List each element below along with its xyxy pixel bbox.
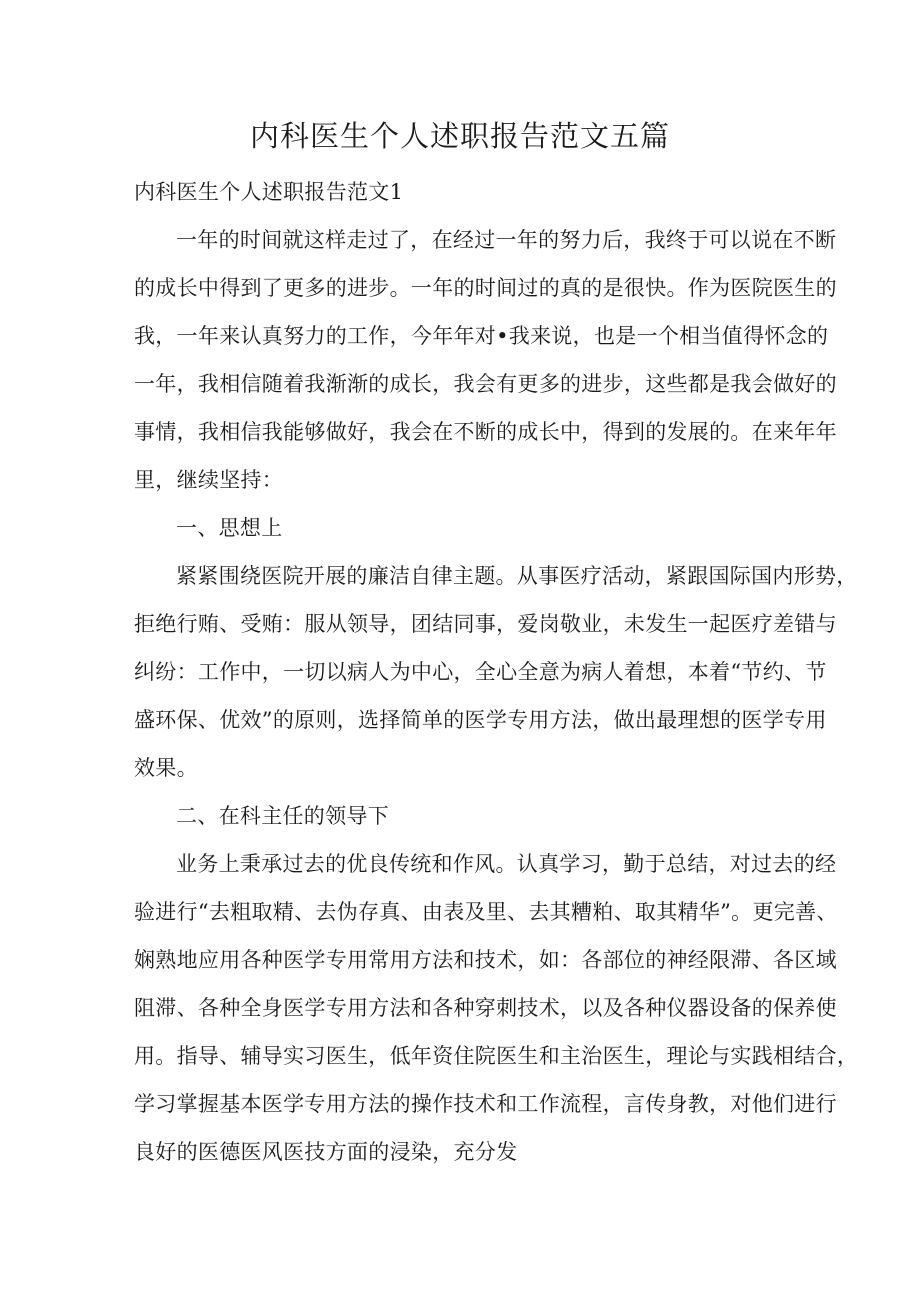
- document-title: 内科医生个人述职报告范文五篇: [249, 119, 670, 153]
- paragraph-line: 二、在科主任的领导下: [176, 804, 389, 828]
- paragraph-line: 纠纷：工作中，一切以病人为中心，全心全意为病人着想，本着“节约、节: [134, 660, 827, 684]
- paragraph-line: 拒绝行贿、受贿：服从领导，团结同事，爱岗敬业，未发生一起医疗差错与: [134, 612, 837, 636]
- paragraph-line: 紧紧围绕医院开展的廉洁自律主题。从事医疗活动，紧跟国际国内形势，: [176, 564, 858, 588]
- paragraph-line: 业务上秉承过去的优良传统和作风。认真学习，勤于总结，对过去的经: [176, 852, 837, 876]
- paragraph-line: 一、思想上: [176, 516, 283, 540]
- paragraph-line: 学习掌握基本医学专用方法的操作技术和工作流程，言传身教，对他们进行: [134, 1092, 837, 1116]
- paragraph-line: 我，一年来认真努力的工作，今年年对•我来说，也是一个相当值得怀念的: [134, 324, 829, 348]
- paragraph-line: 效果。: [134, 756, 198, 780]
- section-heading: 内科医生个人述职报告范文1: [134, 180, 404, 204]
- paragraph-line: 一年的时间就这样走过了，在经过一年的努力后，我终于可以说在不断: [176, 228, 837, 252]
- paragraph-line: 的成长中得到了更多的进步。一年的时间过的真的是很快。作为医院医生的: [134, 276, 837, 300]
- paragraph-line: 里，继续坚持：: [134, 468, 284, 492]
- paragraph-line: 验进行“去粗取精、去伪存真、由表及里、去其糟粕、取其精华”。更完善、: [134, 900, 838, 924]
- paragraph-line: 一年，我相信随着我渐渐的成长，我会有更多的进步，这些都是我会做好的: [134, 372, 837, 396]
- paragraph-line: 阻滞、各种全身医学专用方法和各种穿刺技术，以及各种仪器设备的保养使: [134, 996, 837, 1020]
- paragraph-line: 良好的医德医风医技方面的浸染，充分发: [134, 1140, 518, 1164]
- paragraph-line: 娴熟地应用各种医学专用常用方法和技术，如：各部位的神经限滞、各区域: [134, 948, 837, 972]
- paragraph-line: 事情，我相信我能够做好，我会在不断的成长中，得到的发展的。在来年年: [134, 420, 837, 444]
- document-body: [134, 168, 859, 1176]
- paragraph-line: 用。指导、辅导实习医生，低年资住院医生和主治医生，理论与实践相结合，: [134, 1044, 859, 1068]
- paragraph-line: 盛环保、优效”的原则，选择简单的医学专用方法，做出最理想的医学专用: [134, 708, 827, 732]
